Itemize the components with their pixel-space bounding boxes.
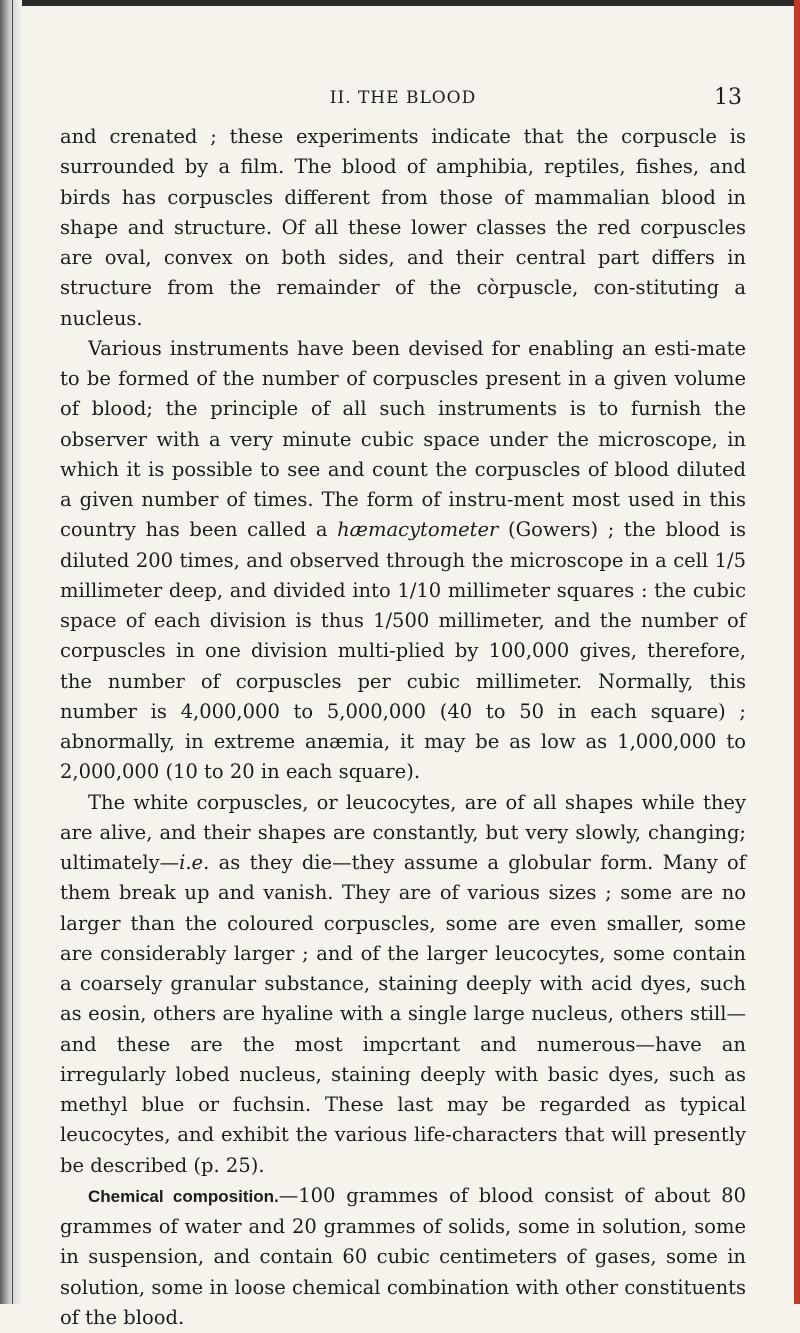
paragraph-2-text-d: millimeter squares : the cubic space of each division is thus	[60, 578, 747, 632]
paragraph-1	[60, 122, 746, 334]
paragraph-2-text-c: millimeter deep, and divided into	[60, 578, 391, 602]
page-body	[60, 122, 746, 1333]
paragraph-2	[60, 334, 746, 788]
paragraph-2-text-e: millimeter, and the number of corpuscles in one division multi-plied by 100,000 gives, therefore, the number of corpuscles per cubic millimeter. Normally, this number is 4,000,000 to 5,000,000 (40 to 50 in each square) ; abnormally, in extreme anæmia, it may be as low as 1,000,000 to 2,000,000 (10 to 20 in each square).	[60, 609, 746, 784]
page-number: 13	[714, 85, 742, 110]
fraction-one-tenth: 1/10	[397, 578, 442, 602]
page-right-edge	[794, 0, 800, 1304]
page-top-edge	[0, 0, 800, 6]
paragraph-2-text-b: (Gowers) ; the blood is diluted 200 times, and observed through the microscope in a cell	[60, 518, 747, 572]
fraction-one-five-hundredth: 1/500	[373, 609, 430, 632]
paragraph-3-text-b: as they die—they assume a globular form. Many of them break up and vanish. They are of various sizes ; some are no larger than the coloured corpuscles, some are even smaller, some are considerably larger ; and of the larger leucocytes, some contain a coarsely granular substance, staining deeply with acid dyes, such as eosin, others are hyaline with a single large nucleus, others still—and these are the most impcrtant and numerous—have an irregularly lobed nucleus, staining deeply with basic dyes, such as methyl blue or fuchsin. These last may be regarded as typical leucocytes, and exhibit the various life-characters that will presently be described (p. 25).	[60, 851, 747, 1177]
paragraph-4-text: —100 grammes of blood consist of about 80 grammes of water and 20 grammes of solids, some in solution, some in suspension, and contain 60 cubic centimeters of gases, some in solution, some in loose chemical combination with other constituents of the blood.	[60, 1183, 746, 1329]
paragraph-3-text-a: The white corpuscles, or leucocytes, are of all shapes while they are alive, and their shapes are constantly, but very slowly, changing; ultimately—	[60, 790, 746, 874]
running-head: II. THE BLOOD	[329, 88, 477, 108]
page-header	[60, 85, 746, 114]
paragraph-1-text: and crenated ; these experiments indicate that the corpuscle is surrounded by a film. The blood of amphibia, reptiles, fishes, and birds has corpuscles different from those of mammalian blood in shape and structure. Of all these lower classes the red corpuscles are oval, convex on both sides, and their central part differs in structure from the remainder of the còrpuscle, con-stituting a nucleus.	[60, 125, 746, 330]
paragraph-3-italic: i.e.	[179, 851, 210, 874]
paragraph-4	[60, 1181, 746, 1333]
page-binding-edge	[0, 0, 22, 1304]
fraction-one-fifth: 1/5	[714, 548, 746, 572]
paragraph-2-text-a: Various instruments have been devised for enabling an esti-mate to be formed of the number of corpuscles present in a given volume of blood; the principle of all such instruments is to furnish the observer with a very minute cubic space under the microscope, in which it is possible to see and count the corpuscles of blood diluted a given number of times. The form of instru-ment most used in this country has been called a	[60, 336, 746, 542]
paragraph-2-italic: hæmacytometer	[337, 518, 499, 542]
paragraph-3	[60, 788, 746, 1181]
section-heading: Chemical composition.	[88, 1186, 279, 1206]
binding-line	[12, 0, 13, 1304]
